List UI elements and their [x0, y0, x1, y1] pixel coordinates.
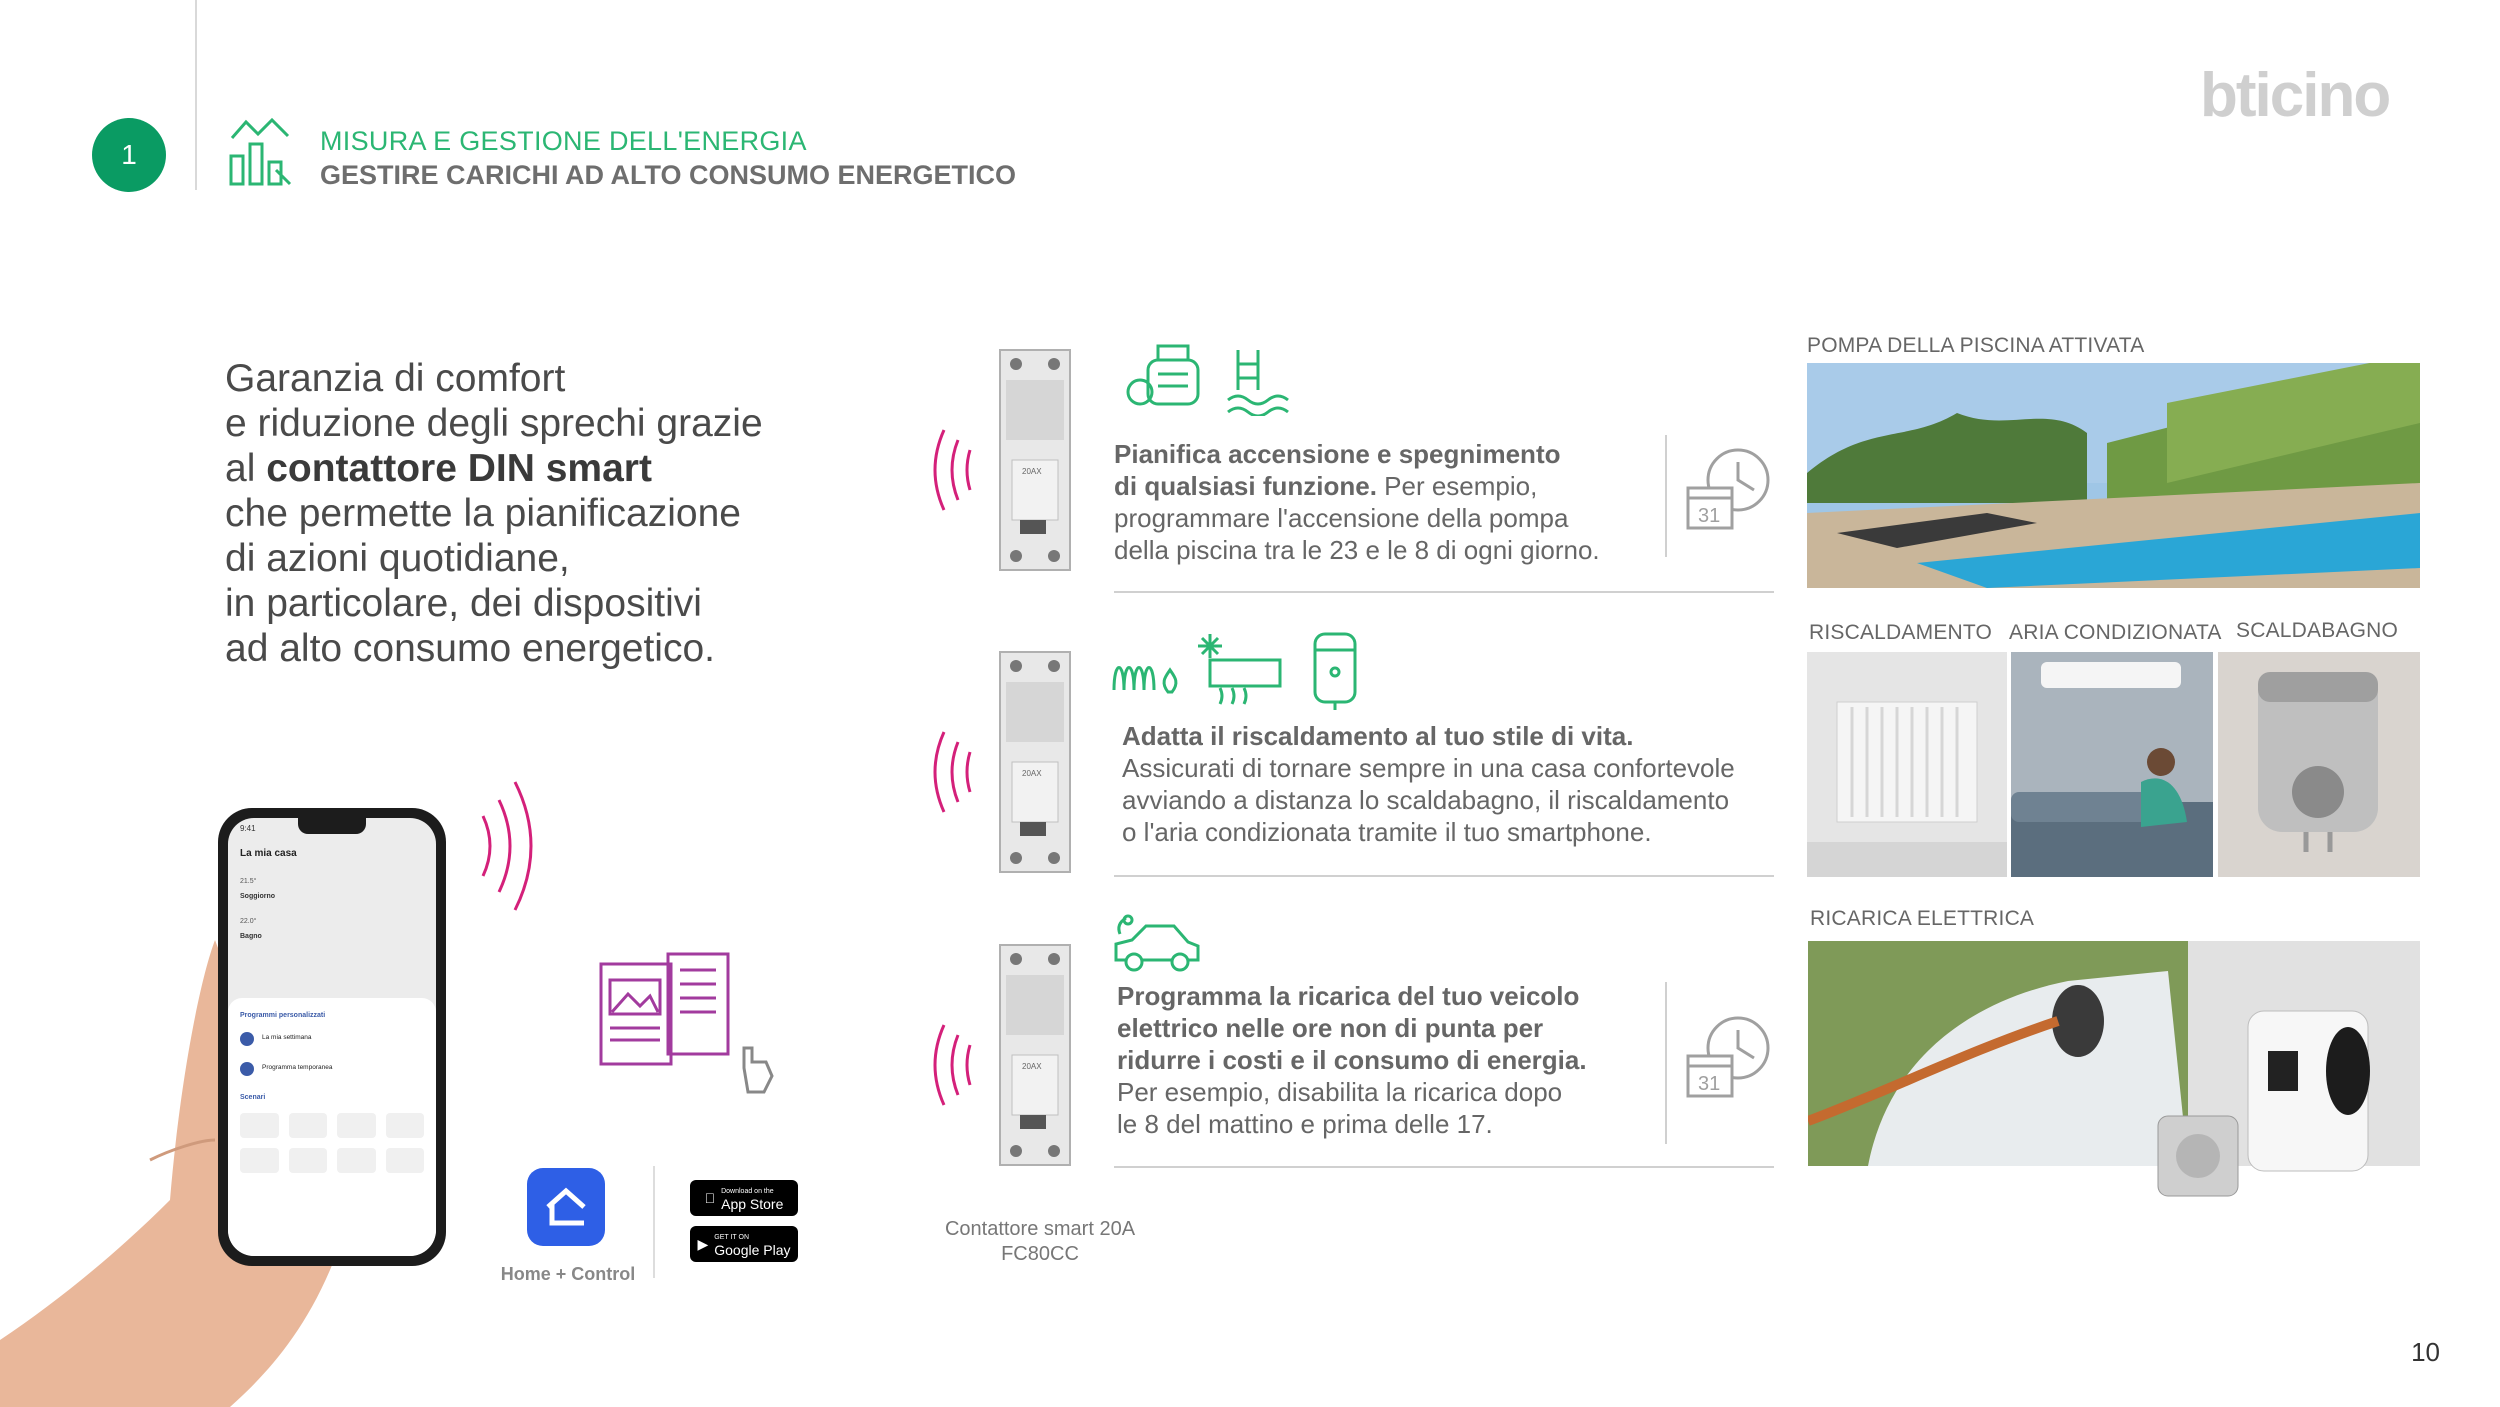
brand-logo: bticino — [2200, 61, 2390, 130]
heating-caption: RISCALDAMENTO — [1809, 621, 1993, 644]
feature-2-line: avviando a distanza lo scaldabagno, il riscaldamento — [1122, 785, 1730, 815]
ev-charging-photo — [1808, 941, 2420, 1201]
feature-3-line: le 8 del mattino e prima delle 17. — [1117, 1109, 1493, 1139]
app-divider — [653, 1166, 655, 1278]
device-rating: 20AX — [1022, 769, 1042, 778]
intro-line: Garanzia di comfort — [225, 357, 566, 400]
google-play-badge[interactable] — [690, 1226, 798, 1262]
page-title: GESTIRE CARICHI AD ALTO CONSUMO ENERGETICO — [320, 160, 1017, 190]
phone-room: Soggiorno — [240, 893, 275, 900]
feature-3-bold: ridurre i costi e il consumo di energia. — [1117, 1045, 1587, 1075]
pool-pump-icon — [1118, 340, 1308, 416]
device-row-1 — [920, 340, 1100, 585]
feature-1-bold: di qualsiasi funzione. — [1114, 471, 1377, 501]
feature-2-bold: Adatta il riscaldamento al tuo stile di vita. — [1122, 721, 1634, 751]
intro-line: di azioni quotidiane, — [225, 537, 570, 580]
intro-line: in particolare, dei dispositivi — [225, 582, 702, 625]
play-icon: ▶ — [697, 1235, 709, 1252]
calendar-clock-icon — [1684, 446, 1774, 536]
scene-button[interactable] — [240, 1113, 279, 1138]
feature-1-line: Per esempio, — [1376, 471, 1538, 501]
brochure-icon — [596, 950, 796, 1110]
section-number-badge: 1 — [92, 118, 166, 192]
feature-3-text — [1117, 980, 1677, 1140]
scene-button[interactable] — [289, 1148, 328, 1173]
intro-highlight: contattore DIN smart — [266, 447, 652, 490]
intro-line: ad alto consumo energetico. — [225, 627, 715, 670]
scene-button[interactable] — [386, 1113, 425, 1138]
feature-separator — [1114, 591, 1774, 593]
phone-scenes: Scenari — [240, 1094, 266, 1101]
badge-label: App Store — [715, 1196, 779, 1212]
app-store-badge[interactable] — [690, 1180, 798, 1216]
scene-button[interactable] — [337, 1113, 376, 1138]
feature-3-line: Per esempio, disabilita la ricarica dopo — [1117, 1077, 1563, 1107]
intro-line: al contattore DIN smart — [225, 447, 652, 490]
badge-label: Google Play — [714, 1242, 791, 1258]
calendar-clock-icon — [1684, 1014, 1774, 1104]
din-contactor-image — [920, 935, 1100, 1175]
feature-divider — [1665, 982, 1667, 1144]
scene-button[interactable] — [289, 1113, 328, 1138]
feature-2-line: o l'aria condizionata tramite il tuo smartphone. — [1122, 817, 1652, 847]
scene-button[interactable] — [386, 1148, 425, 1173]
air-conditioning-photo — [2011, 652, 2213, 877]
radiator-photo — [1807, 652, 2007, 877]
phone-program[interactable]: Programma temporanea — [262, 1064, 333, 1071]
feature-1-bold: Pianifica accensione e spegnimento — [1114, 439, 1561, 469]
pool-photo — [1807, 363, 2420, 588]
house-icon — [544, 1187, 588, 1227]
badge-small-text: GET IT ON — [714, 1234, 749, 1241]
feature-3-bold: Programma la ricarica del tuo veicolo — [1117, 981, 1580, 1011]
phone-temp: 22.0° — [240, 918, 257, 925]
calendar-day: 31 — [1698, 505, 1721, 527]
intro-text — [225, 356, 865, 671]
device-row-2 — [920, 642, 1100, 887]
ac-caption: ARIA CONDIZIONATA — [2009, 621, 2222, 644]
product-code: FC80CC — [1001, 1243, 1079, 1265]
phone-home-title: La mia casa — [240, 848, 297, 859]
heating-ac-boiler-icons — [1110, 630, 1370, 714]
calendar-day: 31 — [1698, 1073, 1721, 1095]
phone-temp: 21.5° — [240, 878, 257, 885]
section-category: MISURA E GESTIONE DELL'ENERGIA — [320, 126, 807, 156]
water-heater-photo — [2218, 652, 2420, 877]
din-contactor-image — [920, 642, 1100, 882]
feature-separator — [1114, 1166, 1774, 1168]
phone-notch — [298, 818, 366, 834]
device-row-3 — [920, 935, 1100, 1180]
app-name: Home + Control — [500, 1264, 636, 1284]
feature-2-text — [1122, 720, 1782, 848]
apple-icon — [705, 1190, 716, 1206]
header-divider — [195, 0, 197, 190]
pool-caption: POMPA DELLA PISCINA ATTIVATA — [1807, 334, 2145, 357]
intro-line: che permette la pianificazione — [225, 492, 741, 535]
device-rating: 20AX — [1022, 1062, 1042, 1071]
feature-1-line: programmare l'accensione della pompa — [1114, 503, 1569, 533]
program-icon — [240, 1062, 254, 1076]
scene-grid — [240, 1113, 424, 1173]
phone-program[interactable]: La mia settimana — [262, 1034, 312, 1041]
smartphone — [218, 808, 446, 1266]
phone-screen — [228, 818, 436, 1256]
wireless-signal-icon — [475, 776, 555, 916]
boiler-caption: SCALDABAGNO — [2236, 619, 2399, 642]
feature-3-bold: elettrico nelle ore non di punta per — [1117, 1013, 1544, 1043]
program-icon — [240, 1032, 254, 1046]
page-number: 10 — [2411, 1337, 2440, 1367]
home-control-app-icon[interactable] — [527, 1168, 605, 1246]
intro-line: e riduzione degli sprechi grazie — [225, 402, 763, 445]
product-name: Contattore smart 20A — [944, 1218, 1136, 1240]
scene-button[interactable] — [337, 1148, 376, 1173]
phone-room: Bagno — [240, 933, 262, 940]
badge-small-text: Download on the — [715, 1188, 769, 1195]
product-caption — [880, 1217, 1200, 1267]
ev-caption: RICARICA ELETTRICA — [1810, 907, 2035, 930]
din-contactor-image — [920, 340, 1100, 580]
feature-1-line: della piscina tra le 23 e le 8 di ogni giorno. — [1114, 535, 1600, 565]
phone-section: Programmi personalizzati — [240, 1012, 326, 1019]
phone-sheet — [228, 998, 436, 1256]
feature-1-text — [1114, 438, 1674, 566]
electric-car-icon — [1112, 914, 1202, 976]
feature-2-line: Assicurati di tornare sempre in una casa confortevole — [1122, 753, 1735, 783]
feature-separator — [1114, 875, 1774, 877]
device-rating: 20AX — [1022, 467, 1042, 476]
feature-divider — [1665, 435, 1667, 557]
phone-time: 9:41 — [240, 824, 256, 833]
scene-button[interactable] — [240, 1148, 279, 1173]
energy-chart-icon — [228, 116, 294, 188]
